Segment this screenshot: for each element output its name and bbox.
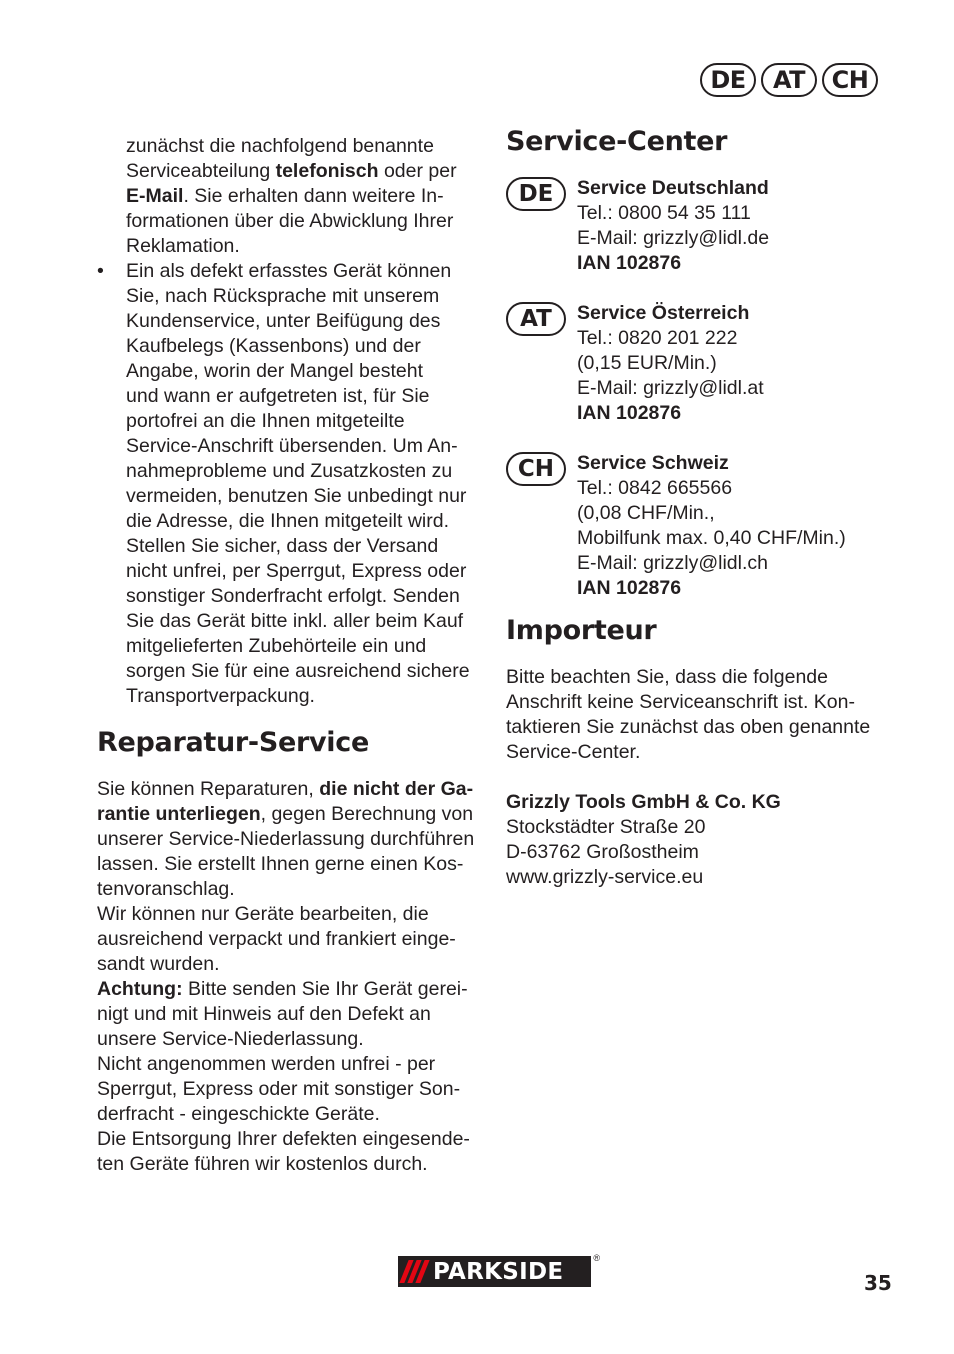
text-line bbox=[97, 777, 482, 802]
text-run: sandt wurden. bbox=[97, 953, 220, 975]
text-run-bold: E-Mail bbox=[126, 185, 184, 207]
text-line: Angabe, worin der Mangel besteht bbox=[126, 360, 424, 382]
text-line bbox=[97, 877, 482, 902]
text-run: ausreichend verpackt und frankiert einge- bbox=[97, 928, 456, 950]
address-line: www.grizzly-service.eu bbox=[506, 866, 704, 888]
text-line: Sie das Gerät bitte inkl. aller beim Kauf bbox=[126, 610, 464, 632]
repair-heading: Reparatur-Service bbox=[97, 727, 369, 758]
importer-heading: Importeur bbox=[506, 615, 657, 646]
service-contact-line: E-Mail: grizzly@lidl.ch bbox=[577, 552, 768, 574]
text-run: formationen über die Abwicklung Ihrer bbox=[126, 210, 454, 232]
text-run: Reklamation. bbox=[126, 235, 240, 257]
text-run: lassen. Sie erstellt Ihnen gerne einen Kos- bbox=[97, 853, 464, 875]
registered-mark: ® bbox=[593, 1253, 600, 1263]
address-line: D-63762 Großostheim bbox=[506, 841, 699, 863]
service-name: Service Deutschland bbox=[577, 177, 769, 199]
service-center-heading: Service-Center bbox=[506, 126, 728, 157]
parkside-logo bbox=[398, 1253, 600, 1287]
text-run: tenvoranschlag. bbox=[97, 878, 235, 900]
text-run: unsere Service-Niederlassung. bbox=[97, 1028, 364, 1050]
importer-paragraph bbox=[506, 665, 906, 765]
service-block bbox=[506, 301, 906, 426]
service-contact-line: Tel.: 0842 665566 bbox=[577, 477, 733, 499]
page-number: 35 bbox=[864, 1271, 892, 1295]
text-line: Bitte beachten Sie, dass die folgende bbox=[506, 666, 828, 688]
country-badge-de: DE bbox=[700, 63, 756, 97]
text-line: und wann er aufgetreten ist, für Sie bbox=[126, 385, 430, 407]
text-line bbox=[97, 1052, 482, 1077]
text-line: Service-Center. bbox=[506, 741, 641, 763]
service-contact-line: Tel.: 0820 201 222 bbox=[577, 327, 738, 349]
service-contact-line: (0,15 EUR/Min.) bbox=[577, 352, 717, 374]
text-run: ten Geräte führen wir kostenlos durch. bbox=[97, 1153, 428, 1175]
text-line: Kundenservice, unter Beifügung des bbox=[126, 310, 441, 332]
service-block bbox=[506, 451, 906, 601]
country-badge-at: AT bbox=[506, 302, 566, 336]
text-run-bold: rantie unterliegen bbox=[97, 803, 261, 825]
address-line: Stockstädter Straße 20 bbox=[506, 816, 706, 838]
text-line bbox=[97, 1127, 482, 1152]
left-column bbox=[97, 134, 482, 1177]
text-run: Wir können nur Geräte bearbeiten, die bbox=[97, 903, 429, 925]
text-line: Stellen Sie sicher, dass der Versand bbox=[126, 535, 439, 557]
text-line: Transportverpackung. bbox=[126, 685, 315, 707]
text-run-bold: Achtung: bbox=[97, 978, 183, 1000]
service-name: Service Österreich bbox=[577, 302, 750, 324]
text-line bbox=[97, 1102, 482, 1127]
service-name: Service Schweiz bbox=[577, 452, 729, 474]
text-run: Bitte senden Sie Ihr Gerät gerei- bbox=[182, 978, 468, 1000]
service-contact-line: E-Mail: grizzly@lidl.de bbox=[577, 227, 770, 249]
service-block bbox=[506, 176, 906, 276]
text-run: zunächst die nachfolgend benannte bbox=[126, 135, 434, 157]
text-line bbox=[97, 952, 482, 977]
service-ian: IAN 102876 bbox=[577, 577, 682, 599]
service-ian: IAN 102876 bbox=[577, 402, 682, 424]
text-line: vermeiden, benutzen Sie unbedingt nur bbox=[126, 485, 467, 507]
text-run: Nicht angenommen werden unfrei - per bbox=[97, 1053, 436, 1075]
text-line: sonstiger Sonderfracht erfolgt. Senden bbox=[126, 585, 460, 607]
text-line bbox=[97, 1027, 482, 1052]
text-line: Kaufbelegs (Kassenbons) und der bbox=[126, 335, 421, 357]
text-line: portofrei an die Ihnen mitgeteilte bbox=[126, 410, 405, 432]
text-line: nahmeprobleme und Zusatzkosten zu bbox=[126, 460, 453, 482]
service-ian: IAN 102876 bbox=[577, 252, 682, 274]
country-badge-at: AT bbox=[761, 63, 817, 97]
service-contact-line: (0,08 CHF/Min., bbox=[577, 502, 715, 524]
company-address bbox=[506, 815, 906, 890]
text-line: Service-Anschrift übersenden. Um An- bbox=[126, 435, 458, 457]
text-line bbox=[97, 1077, 482, 1102]
text-line: taktieren Sie zunächst das oben genannte bbox=[506, 716, 871, 738]
text-run: unserer Service-Niederlassung durchführen bbox=[97, 828, 475, 850]
repair-paragraph bbox=[97, 777, 482, 1177]
text-line bbox=[97, 977, 482, 1002]
text-run: , gegen Berechnung von bbox=[260, 803, 474, 825]
text-run: Sperrgut, Express oder mit sonstiger Son- bbox=[97, 1078, 461, 1100]
right-column bbox=[506, 124, 906, 890]
service-contact-line: Mobilfunk max. 0,40 CHF/Min.) bbox=[577, 527, 846, 549]
text-line: nicht unfrei, per Sperrgut, Express oder bbox=[126, 560, 467, 582]
country-badges bbox=[700, 63, 878, 97]
text-line bbox=[97, 852, 482, 877]
company-name: Grizzly Tools GmbH & Co. KG bbox=[506, 791, 781, 813]
text-line: Ein als defekt erfasstes Gerät können bbox=[126, 260, 452, 282]
bullet-glyph: • bbox=[97, 260, 104, 282]
text-run: Sie können Reparaturen, bbox=[97, 778, 320, 800]
logo-stripes bbox=[404, 1260, 425, 1283]
text-line bbox=[97, 802, 482, 827]
text-run: nigt und mit Hinweis auf den Defekt an bbox=[97, 1003, 431, 1025]
text-line: sorgen Sie für eine ausreichend sichere bbox=[126, 660, 470, 682]
text-line bbox=[97, 1002, 482, 1027]
bullet-list-item bbox=[97, 259, 482, 709]
country-badge-ch: CH bbox=[822, 63, 878, 97]
text-run: oder per bbox=[378, 160, 457, 182]
text-line bbox=[97, 927, 482, 952]
text-line bbox=[97, 902, 482, 927]
text-line bbox=[97, 827, 482, 852]
country-badge-ch: CH bbox=[506, 452, 566, 486]
text-line: Sie, nach Rücksprache mit unserem bbox=[126, 285, 440, 307]
country-badge-de: DE bbox=[506, 177, 566, 211]
text-line: Anschrift keine Serviceanschrift ist. Kon- bbox=[506, 691, 855, 713]
text-run: Die Entsorgung Ihrer defekten eingesende- bbox=[97, 1128, 470, 1150]
text-line: die Adresse, die Ihnen mitgeteilt wird. bbox=[126, 510, 450, 532]
service-contact-line: Tel.: 0800 54 35 111 bbox=[577, 202, 751, 224]
logo-wordmark: PARKSIDE bbox=[433, 1258, 564, 1285]
text-run: . Sie erhalten dann weitere In- bbox=[183, 185, 444, 207]
text-line: mitgelieferten Zubehörteile ein und bbox=[126, 635, 427, 657]
continued-paragraph bbox=[97, 134, 482, 259]
text-run: Serviceabteilung bbox=[126, 160, 276, 182]
bullet-text bbox=[126, 259, 482, 709]
service-contact-line: E-Mail: grizzly@lidl.at bbox=[577, 377, 764, 399]
text-run-bold: telefonisch bbox=[275, 160, 379, 182]
text-run-bold: die nicht der Ga- bbox=[319, 778, 474, 800]
text-run: derfracht - eingeschickte Geräte. bbox=[97, 1103, 380, 1125]
text-line bbox=[97, 1152, 482, 1177]
service-list bbox=[506, 176, 906, 601]
